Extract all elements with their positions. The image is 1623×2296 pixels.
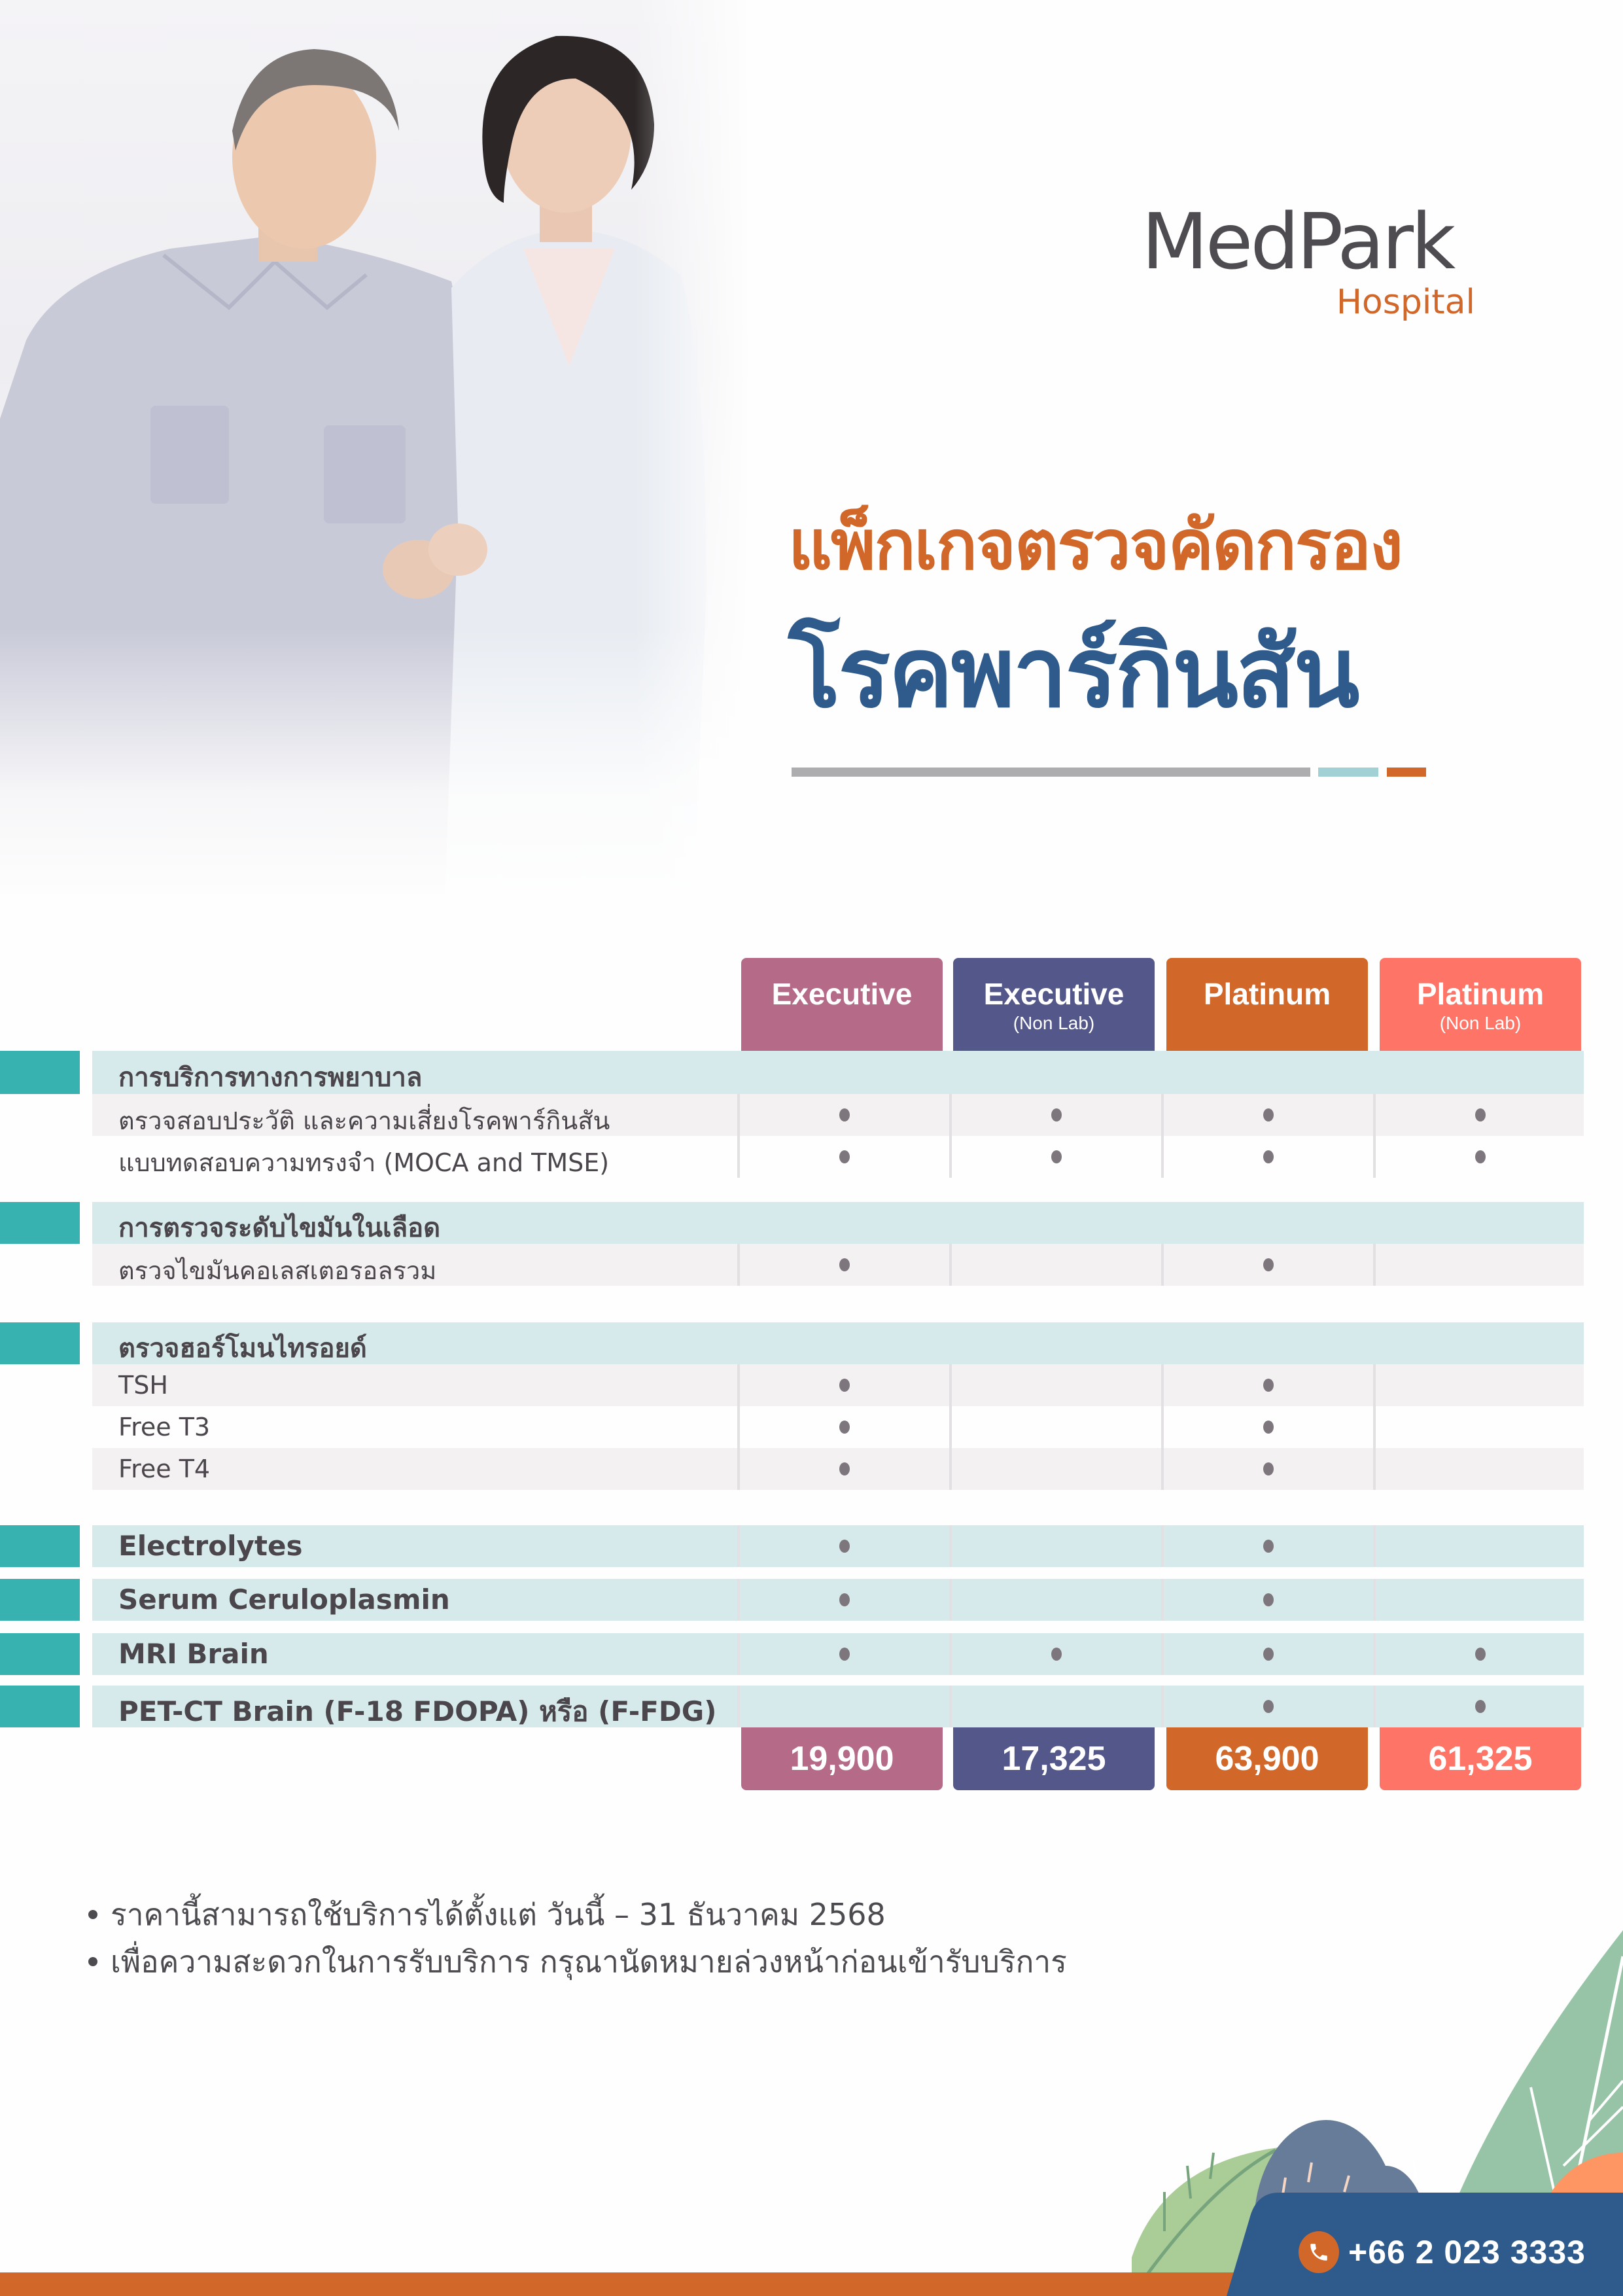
included-dot bbox=[1475, 1648, 1486, 1661]
included-dot bbox=[839, 1150, 850, 1163]
medpark-logo bbox=[1142, 196, 1482, 322]
table-row bbox=[92, 1364, 1584, 1406]
table-row-electrolytes bbox=[92, 1525, 1584, 1567]
table-row-mri-brain bbox=[92, 1633, 1584, 1675]
included-dot bbox=[839, 1593, 850, 1606]
logo-subtitle: Hospital bbox=[1336, 283, 1475, 322]
bullet-icon bbox=[88, 1957, 97, 1966]
section-marker bbox=[0, 1686, 80, 1727]
included-dot bbox=[839, 1540, 850, 1553]
section-marker bbox=[0, 1633, 80, 1675]
price-platinum: 63,900 bbox=[1166, 1727, 1368, 1790]
included-dot bbox=[1263, 1648, 1274, 1661]
table-row-ceruloplasmin bbox=[92, 1579, 1584, 1621]
note-text: ราคานี้สามารถใช้บริการได้ตั้งแต่ วันนี้ – 31 ธันวาคม 2568 bbox=[111, 1896, 886, 1932]
phone-number: +66 2 023 3333 bbox=[1348, 2234, 1586, 2270]
row-label: PET-CT Brain (F-18 FDOPA) หรือ (F-FDG) bbox=[118, 1695, 717, 1727]
row-label: Free T3 bbox=[118, 1413, 211, 1441]
included-dot bbox=[1263, 1379, 1274, 1392]
section-title: การตรวจระดับไขมันในเลือด bbox=[118, 1213, 441, 1243]
row-label: Free T4 bbox=[118, 1455, 211, 1483]
bullet-icon bbox=[88, 1910, 97, 1919]
title-divider-orange bbox=[1387, 768, 1426, 777]
package-name: Platinum bbox=[1416, 977, 1544, 1011]
row-label: แบบทดสอบความทรงจำ (MOCA and TMSE) bbox=[118, 1148, 610, 1177]
price-executive-nonlab: 17,325 bbox=[953, 1727, 1155, 1790]
included-dot bbox=[1051, 1648, 1062, 1661]
phone-contact[interactable] bbox=[1299, 2231, 1586, 2273]
section-marker bbox=[0, 1202, 80, 1244]
note-item bbox=[88, 1891, 1067, 1938]
row-label: Electrolytes bbox=[118, 1530, 303, 1562]
table-row bbox=[92, 1136, 1584, 1178]
terms-notes bbox=[88, 1891, 1067, 1985]
package-name: Executive bbox=[771, 977, 913, 1011]
included-dot bbox=[839, 1462, 850, 1475]
included-dot bbox=[1263, 1150, 1274, 1163]
included-dot bbox=[1263, 1700, 1274, 1713]
price-platinum-nonlab: 61,325 bbox=[1380, 1727, 1581, 1790]
phone-icon bbox=[1299, 2231, 1339, 2273]
row-label: Serum Ceruloplasmin bbox=[118, 1583, 450, 1616]
note-text: เพื่อความสะดวกในการรับบริการ กรุณานัดหมายล่วงหน้าก่อนเข้ารับบริการ bbox=[111, 1943, 1067, 1979]
package-header-executive bbox=[741, 958, 943, 1051]
section-title: การบริการทางการพยาบาล bbox=[118, 1063, 423, 1093]
row-label: ตรวจสอบประวัติ และความเสี่ยงโรคพาร์กินสัน bbox=[118, 1106, 610, 1135]
included-dot bbox=[1263, 1108, 1274, 1122]
included-dot bbox=[839, 1648, 850, 1661]
table-row-pet-ct-brain bbox=[92, 1686, 1584, 1727]
included-dot bbox=[839, 1258, 850, 1271]
logo-wordmark: MedPark bbox=[1142, 196, 1454, 287]
note-item bbox=[88, 1938, 1067, 1985]
title-divider-grey bbox=[792, 768, 1310, 777]
included-dot bbox=[1475, 1108, 1486, 1122]
table-row bbox=[92, 1448, 1584, 1490]
section-header-thyroid bbox=[92, 1322, 1584, 1364]
table-row bbox=[92, 1244, 1584, 1286]
included-dot bbox=[839, 1108, 850, 1122]
included-dot bbox=[1051, 1108, 1062, 1122]
package-name: Executive bbox=[983, 977, 1125, 1011]
included-dot bbox=[839, 1379, 850, 1392]
included-dot bbox=[1263, 1540, 1274, 1553]
photo-fade-right bbox=[635, 0, 752, 903]
package-name: Platinum bbox=[1203, 977, 1331, 1011]
package-sub: (Non Lab) bbox=[1439, 1013, 1522, 1033]
included-dot bbox=[1263, 1258, 1274, 1271]
included-dot bbox=[1263, 1593, 1274, 1606]
table-row bbox=[92, 1094, 1584, 1136]
section-title: ตรวจฮอร์โมนไทรอยด์ bbox=[118, 1333, 367, 1364]
row-label: MRI Brain bbox=[118, 1638, 269, 1670]
package-header-executive-nonlab bbox=[953, 958, 1155, 1051]
included-dot bbox=[1475, 1150, 1486, 1163]
row-label: ตรวจไขมันคอเลสเตอรอลรวม bbox=[118, 1256, 437, 1285]
title-divider-teal bbox=[1318, 768, 1378, 777]
included-dot bbox=[1051, 1150, 1062, 1163]
section-marker bbox=[0, 1579, 80, 1621]
included-dot bbox=[1263, 1421, 1274, 1434]
included-dot bbox=[839, 1421, 850, 1434]
included-dot bbox=[1263, 1462, 1274, 1475]
table-row bbox=[92, 1406, 1584, 1448]
page-title-line1: แพ็กเกจตรวจคัดกรอง bbox=[788, 505, 1402, 585]
price-executive: 19,900 bbox=[741, 1727, 943, 1790]
package-header-platinum-nonlab bbox=[1380, 958, 1581, 1051]
page-title-line2: โรคพาร์กินสัน bbox=[788, 616, 1358, 729]
hero-photo-elderly-couple bbox=[0, 0, 752, 903]
row-label: TSH bbox=[118, 1371, 168, 1400]
package-sub: (Non Lab) bbox=[1013, 1013, 1095, 1033]
included-dot bbox=[1475, 1700, 1486, 1713]
section-header-blood-lipids bbox=[92, 1202, 1584, 1244]
section-marker bbox=[0, 1051, 80, 1094]
section-marker bbox=[0, 1322, 80, 1364]
section-marker bbox=[0, 1525, 80, 1567]
section-header-nursing bbox=[92, 1051, 1584, 1094]
package-header-platinum bbox=[1166, 958, 1368, 1051]
